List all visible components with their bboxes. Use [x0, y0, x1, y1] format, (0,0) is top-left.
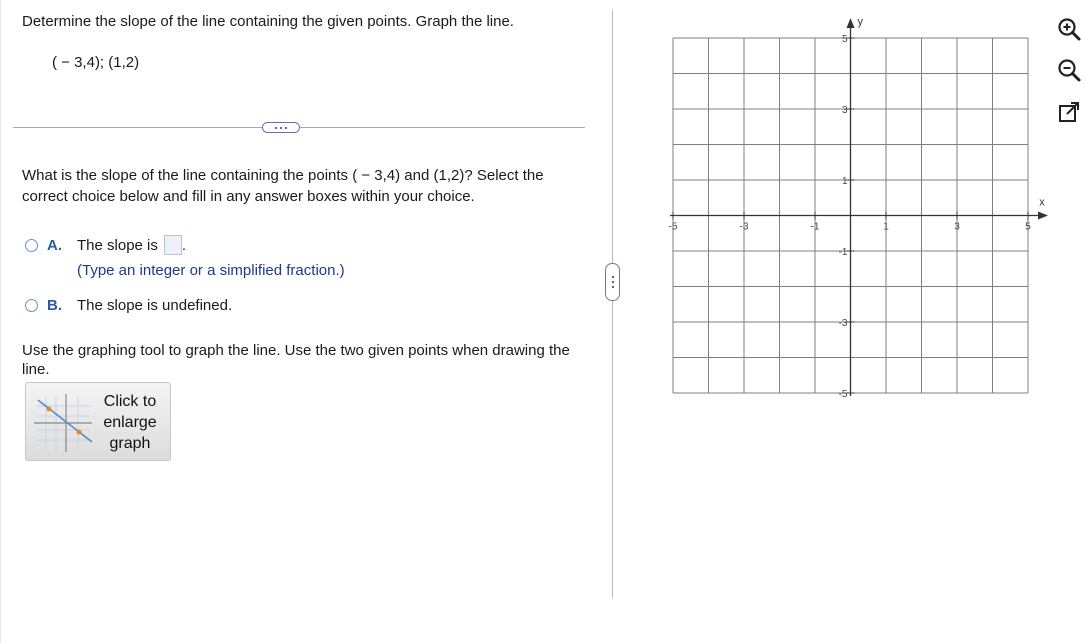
zoom-out-icon[interactable]	[1057, 58, 1081, 82]
x-tick-label: -5	[668, 221, 678, 233]
choice-a-text: The slope is	[77, 236, 158, 254]
given-points: ( − 3,4); (1,2)	[52, 54, 140, 71]
enlarge-graph-button[interactable]	[25, 382, 171, 461]
y-tick-label: -5	[838, 389, 848, 400]
y-tick-label: 3	[841, 105, 848, 116]
choice-a-suffix: .	[181, 236, 187, 254]
enlarge-graph-label: Click to enlarge graph	[103, 393, 157, 452]
x-tick-label: 5	[1025, 221, 1031, 233]
panel-splitter-line	[612, 10, 613, 598]
x-axis-label: x	[1039, 196, 1045, 209]
x-tick-label: 3	[954, 221, 960, 233]
popout-icon[interactable]	[1057, 101, 1081, 125]
slope-answer-input[interactable]	[164, 235, 182, 255]
x-tick-label: -3	[739, 221, 749, 233]
radio-choice-b[interactable]	[25, 299, 38, 312]
coordinate-graph[interactable]	[655, 13, 1045, 403]
x-tick-label: 1	[883, 221, 889, 233]
radio-choice-a[interactable]	[25, 239, 38, 252]
graph-thumbnail-icon	[32, 390, 94, 454]
x-axis-arrow	[1038, 212, 1048, 220]
y-axis-arrow	[847, 18, 855, 28]
choice-b-letter: B.	[47, 297, 62, 314]
panel-resize-handle[interactable]	[605, 263, 620, 301]
expand-more-button[interactable]	[262, 122, 300, 133]
y-tick-label: 5	[841, 34, 848, 45]
y-tick-label: 1	[841, 176, 848, 187]
panel-left-border	[0, 0, 1, 643]
y-tick-label: -1	[838, 247, 848, 258]
choice-a[interactable]	[25, 235, 186, 255]
choice-a-letter: A.	[47, 236, 62, 254]
y-axis-label: y	[857, 16, 863, 28]
x-tick-label: -1	[810, 221, 820, 233]
graph-instruction: Use the graphing tool to graph the line. Use the two given points when drawing the line.	[22, 342, 570, 378]
choice-b-text: The slope is undefined.	[77, 297, 233, 314]
answer-hint: (Type an integer or a simplified fraction.)	[77, 262, 345, 279]
zoom-in-icon[interactable]	[1057, 17, 1081, 41]
question-title: Determine the slope of the line containing the given points. Graph the line.	[22, 13, 514, 30]
question-prompt: What is the slope of the line containing the points ( − 3,4) and (1,2)? Select the correct choice below and fill in any answer boxes within your choice.	[22, 167, 544, 205]
choice-b[interactable]	[25, 297, 232, 314]
y-tick-label: -3	[838, 318, 848, 329]
